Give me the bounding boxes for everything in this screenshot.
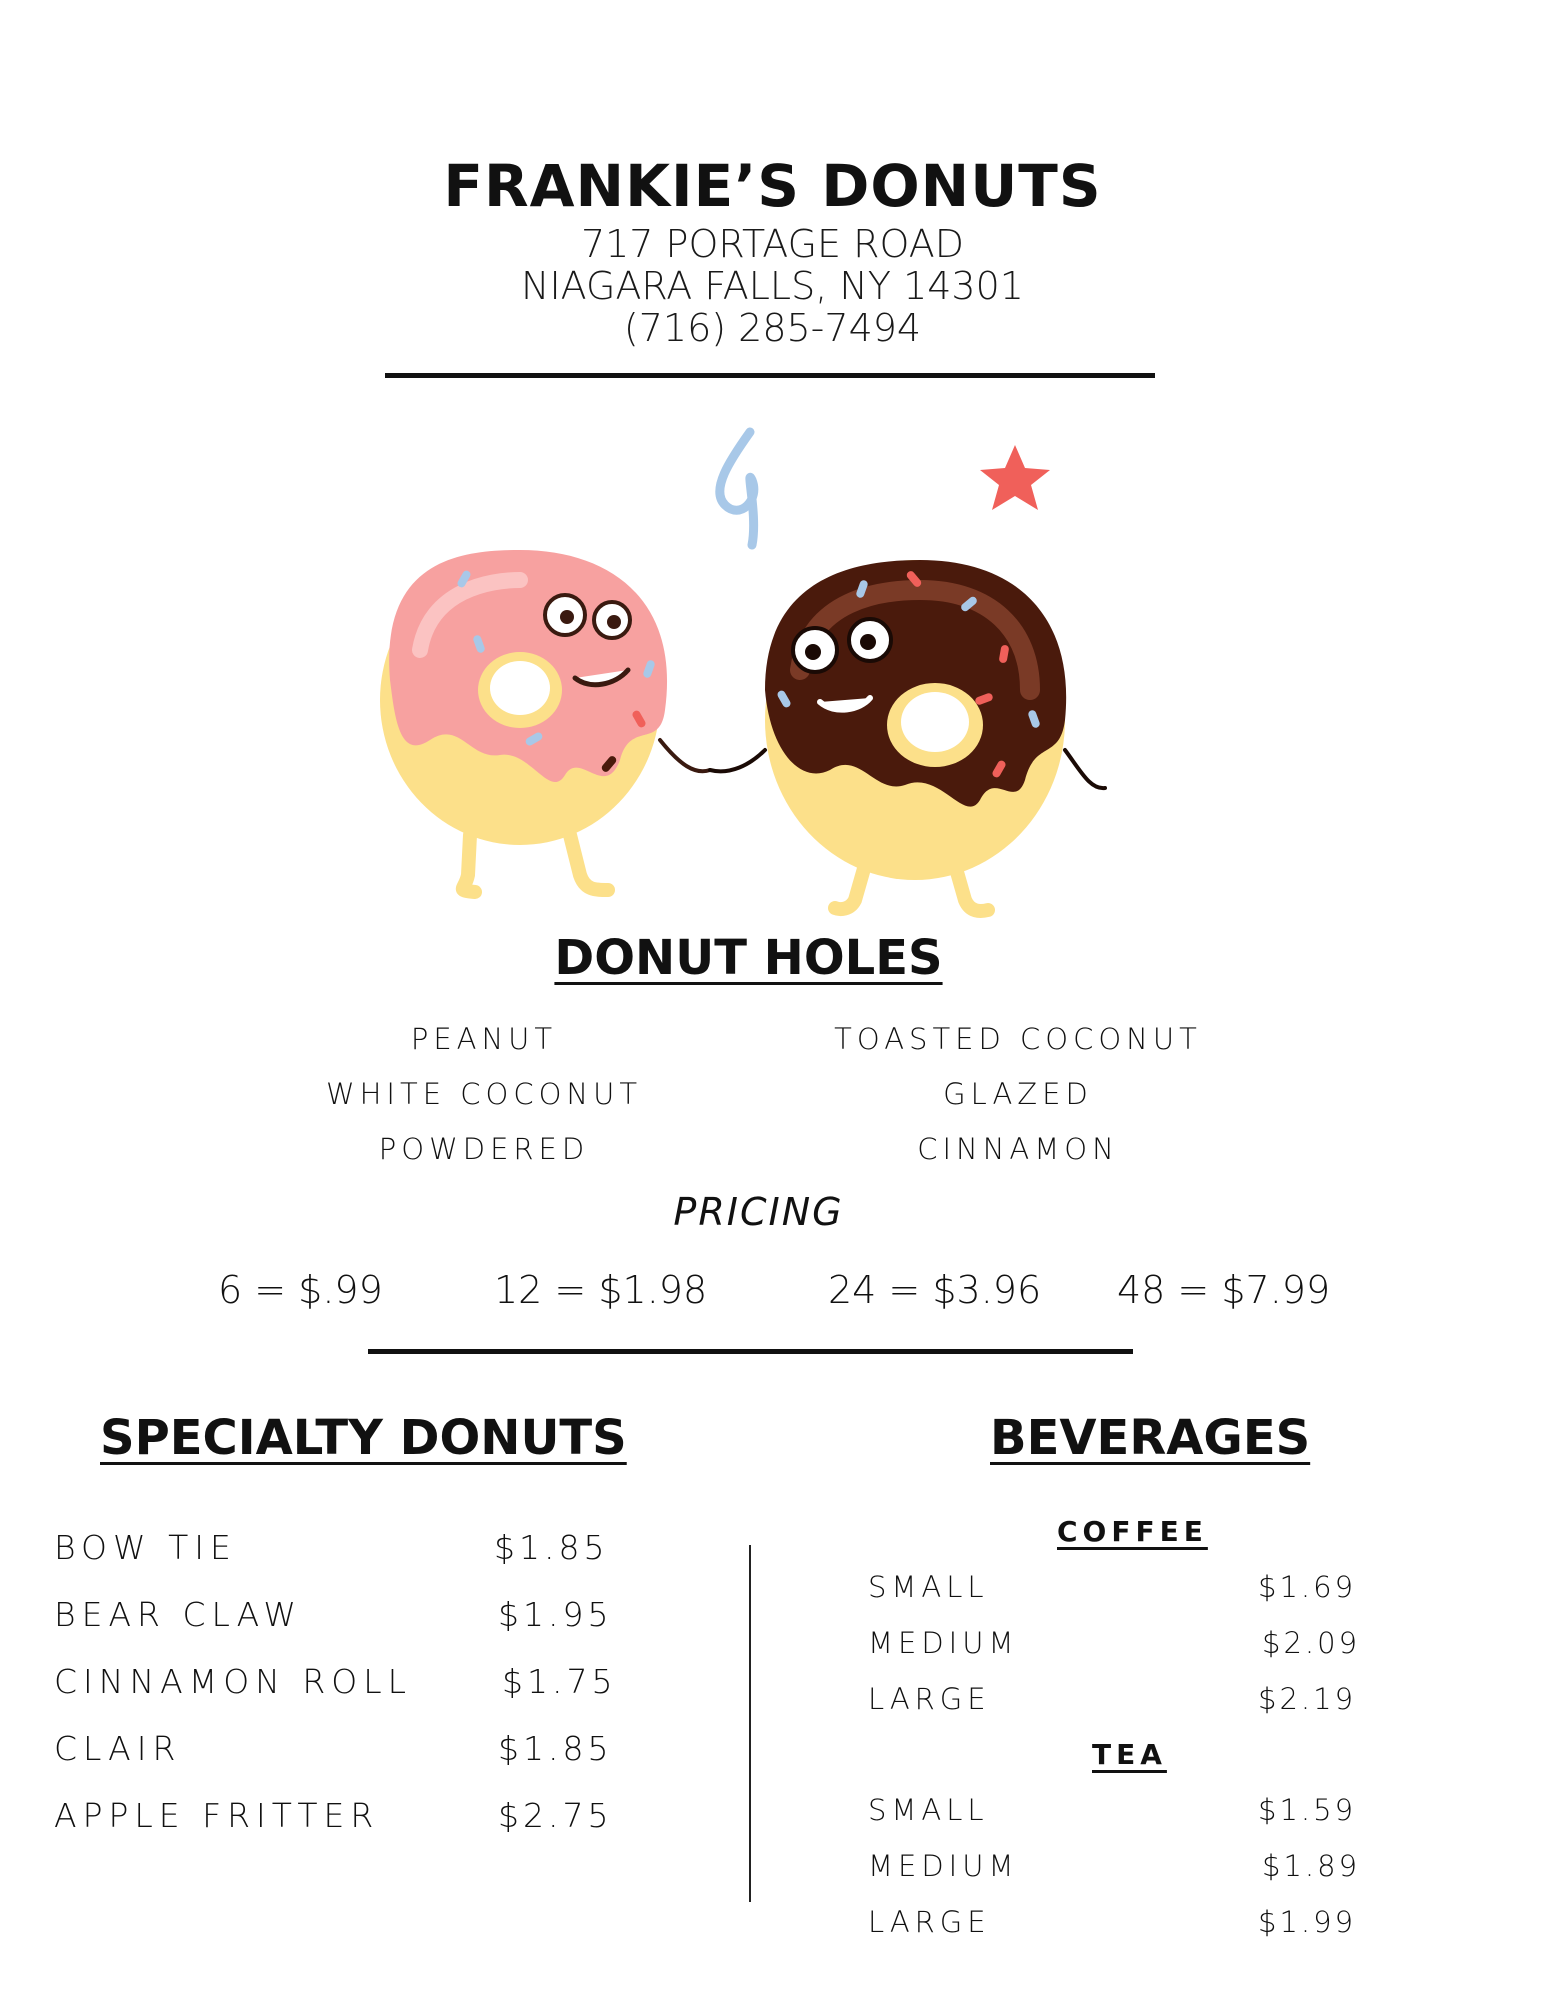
flavor-toasted-coconut: TOASTED COCONUT xyxy=(834,1022,1202,1056)
donut-holes-heading: DONUT HOLES xyxy=(554,930,943,986)
column-divider xyxy=(749,1545,751,1902)
specialty-item-name: BOW TIE xyxy=(54,1528,237,1567)
pricing-divider xyxy=(368,1349,1133,1354)
donut-couple-illustration xyxy=(380,420,1140,920)
flavor-glazed: GLAZED xyxy=(943,1077,1093,1111)
specialty-item-name: APPLE FRITTER xyxy=(54,1796,380,1835)
coffee-heading: COFFEE xyxy=(1057,1515,1208,1548)
specialty-heading: SPECIALTY DONUTS xyxy=(100,1410,627,1466)
header-divider xyxy=(385,373,1155,378)
tea-size-name: SMALL xyxy=(868,1793,989,1827)
specialty-item-price: $2.75 xyxy=(498,1796,613,1835)
coffee-size-name: SMALL xyxy=(868,1570,989,1604)
specialty-item-price: $1.85 xyxy=(498,1729,613,1768)
shop-name: FRANKIE’S DONUTS xyxy=(443,152,1102,220)
coffee-size-name: MEDIUM xyxy=(868,1626,1019,1660)
tea-size-price: $1.59 xyxy=(1258,1793,1357,1827)
coffee-size-price: $1.69 xyxy=(1258,1570,1357,1604)
tea-size-price: $1.89 xyxy=(1262,1849,1361,1883)
specialty-item-name: BEAR CLAW xyxy=(54,1595,303,1634)
flavor-peanut: PEANUT xyxy=(410,1022,558,1056)
pink-donut xyxy=(380,550,710,892)
price-tier-12: 12 = $1.98 xyxy=(494,1268,708,1312)
coffee-size-name: LARGE xyxy=(868,1682,991,1716)
flavor-white-coconut: WHITE COCONUT xyxy=(325,1077,643,1111)
specialty-item-name: CLAIR xyxy=(54,1729,182,1768)
tea-size-name: LARGE xyxy=(868,1905,991,1939)
price-tier-6: 6 = $.99 xyxy=(218,1268,383,1312)
ribbon-icon xyxy=(720,432,754,545)
price-tier-48: 48 = $7.99 xyxy=(1117,1268,1331,1312)
coffee-size-price: $2.19 xyxy=(1258,1682,1357,1716)
specialty-item-price: $1.95 xyxy=(498,1595,613,1634)
specialty-item-price: $1.85 xyxy=(494,1528,609,1567)
beverages-heading: BEVERAGES xyxy=(990,1410,1311,1466)
price-tier-24: 24 = $3.96 xyxy=(828,1268,1042,1312)
flavor-cinnamon: CINNAMON xyxy=(917,1132,1119,1166)
tea-size-price: $1.99 xyxy=(1258,1905,1357,1939)
star-icon xyxy=(980,445,1050,510)
flavor-powdered: POWDERED xyxy=(378,1132,590,1166)
chocolate-donut xyxy=(710,560,1105,911)
address-city: NIAGARA FALLS, NY 14301 xyxy=(521,264,1024,308)
tea-heading: TEA xyxy=(1092,1738,1167,1771)
specialty-item-name: CINNAMON ROLL xyxy=(54,1662,413,1701)
coffee-size-price: $2.09 xyxy=(1262,1626,1361,1660)
specialty-item-price: $1.75 xyxy=(502,1662,617,1701)
address-street: 717 PORTAGE ROAD xyxy=(580,222,965,266)
tea-size-name: MEDIUM xyxy=(868,1849,1019,1883)
pricing-label: PRICING xyxy=(673,1190,844,1234)
phone-number: (716) 285-7494 xyxy=(623,306,922,350)
